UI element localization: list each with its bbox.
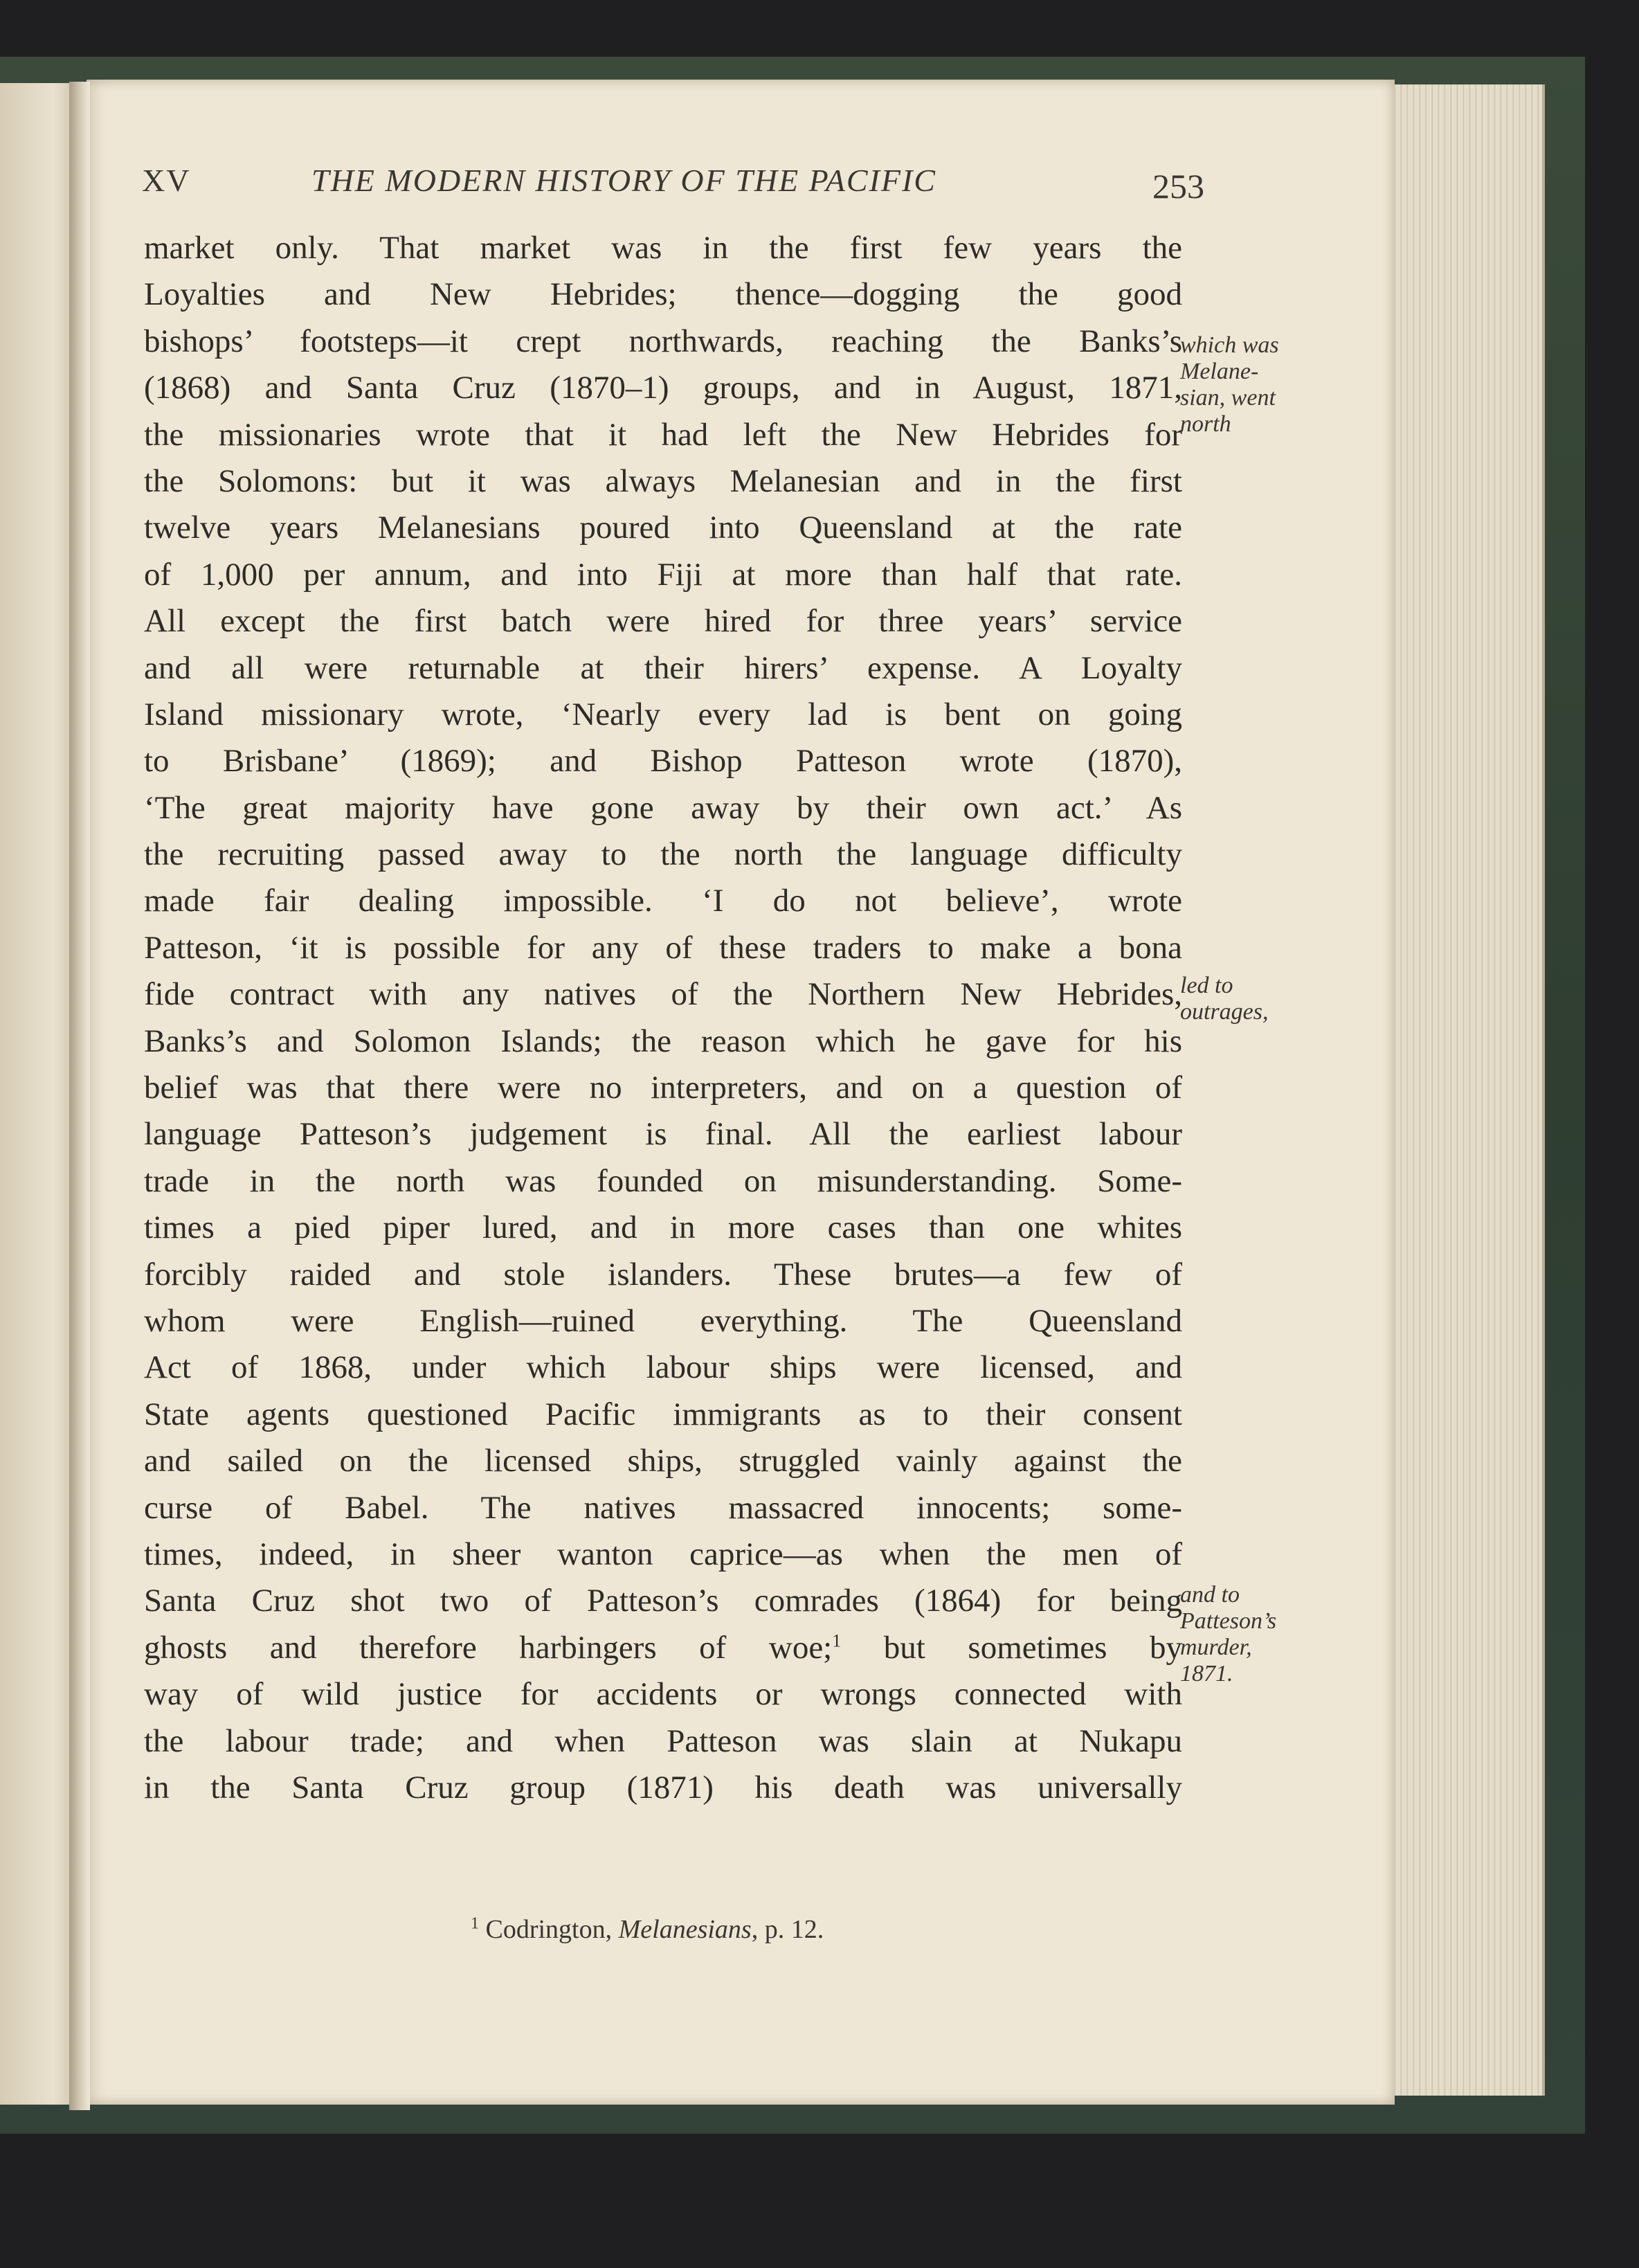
text-line: whom were English—ruined everything. The Queensland	[144, 1302, 1182, 1339]
page-number: 253	[1152, 167, 1204, 206]
text-line: ‘The great majority have gone away by their own act.’ As	[144, 789, 1182, 826]
side-note-line: 1871.	[1180, 1661, 1233, 1686]
text-line: the recruiting passed away to the north the language difficulty	[144, 836, 1182, 873]
text-line: Island missionary wrote, ‘Nearly every lad is bent on going	[144, 696, 1182, 732]
text-line: Santa Cruz shot two of Patteson’s comrades (1864) for being	[144, 1583, 1182, 1619]
side-note-and-to	[1180, 1582, 1319, 1687]
text-line: in the Santa Cruz group (1871) his death was universally	[144, 1769, 1182, 1806]
footnote-reference: 1	[832, 1630, 842, 1651]
text-line: All except the first batch were hired for three years’ service	[144, 603, 1182, 640]
previous-page-edge	[0, 83, 76, 2105]
text-segment: but sometimes by	[841, 1629, 1182, 1666]
side-note-line: sian, went	[1180, 385, 1276, 411]
side-note-line: Patteson’s	[1180, 1608, 1277, 1634]
text-segment: ghosts and therefore harbingers of woe;	[144, 1629, 833, 1666]
chapter-number: XV	[142, 163, 191, 198]
side-note-which-was	[1180, 332, 1319, 438]
text-line: to Brisbane’ (1869); and Bishop Patteson wrote (1870),	[144, 743, 1182, 780]
side-note-line: led to	[1180, 973, 1233, 998]
side-note-line: Melane-	[1180, 359, 1259, 384]
text-line: Act of 1868, under which labour ships were licensed, and	[144, 1349, 1182, 1386]
side-note-line: outrages,	[1180, 999, 1269, 1025]
text-line: (1868) and Santa Cruz (1870–1) groups, and in August, 1871,	[144, 370, 1182, 406]
text-line: fide contract with any natives of the Northern New Hebrides,	[144, 976, 1182, 1013]
footnote-book-title: Melanesians	[618, 1915, 752, 1944]
text-line: times, indeed, in sheer wanton caprice—as when the men of	[144, 1536, 1182, 1572]
footnote-marker: 1	[471, 1914, 479, 1933]
text-line: twelve years Melanesians poured into Queensland at the rate	[144, 510, 1182, 546]
running-head	[142, 162, 1204, 206]
side-note-line: north	[1180, 411, 1231, 437]
text-line: Loyalties and New Hebrides; thence—dogging the good	[144, 276, 1182, 313]
text-line: trade in the north was founded on misunderstanding. Some-	[144, 1162, 1182, 1199]
text-line: language Patteson’s judgement is final. All the earliest labour	[144, 1116, 1182, 1153]
text-line: times a pied piper lured, and in more cases than one whites	[144, 1209, 1182, 1246]
text-line: forcibly raided and stole islanders. These brutes—a few of	[144, 1256, 1182, 1293]
side-note-line: and to	[1180, 1582, 1240, 1608]
footnote-text: , p. 12.	[751, 1915, 824, 1944]
text-line: of 1,000 per annum, and into Fiji at more than half that rate.	[144, 556, 1182, 593]
text-line: and sailed on the licensed ships, struggled vainly against the	[144, 1443, 1182, 1479]
text-line: curse of Babel. The natives massacred innocents; some-	[144, 1489, 1182, 1526]
page-stack-edge	[1384, 84, 1545, 2096]
book-gutter	[69, 82, 90, 2110]
body-text	[144, 225, 1182, 1811]
text-line: bishops’ footsteps—it crept northwards, reaching the Banks’s	[144, 323, 1182, 359]
side-note-line: murder,	[1180, 1635, 1252, 1660]
text-line: the missionaries wrote that it had left the New Hebrides for	[144, 416, 1182, 453]
text-line-with-footnote	[144, 1625, 1182, 1671]
text-line: and all were returnable at their hirers’ expense. A Loyalty	[144, 649, 1182, 686]
text-line: the labour trade; and when Patteson was slain at Nukapu	[144, 1722, 1182, 1759]
running-title: THE MODERN HISTORY OF THE PACIFIC	[311, 163, 936, 198]
text-line: the Solomons: but it was always Melanesian and in the first	[144, 462, 1182, 499]
text-line: way of wild justice for accidents or wrongs connected with	[144, 1676, 1182, 1713]
footnote	[471, 1914, 824, 1945]
footnote-text: Codrington,	[479, 1915, 619, 1944]
text-line: made fair dealing impossible. ‘I do not believe’, wrote	[144, 883, 1182, 919]
side-note-led-to	[1180, 973, 1319, 1025]
side-note-line: which was	[1180, 332, 1279, 358]
text-line: belief was that there were no interpreters, and on a question of	[144, 1070, 1182, 1106]
text-line: Patteson, ‘it is possible for any of these traders to make a bona	[144, 929, 1182, 966]
text-line: market only. That market was in the first few years the	[144, 230, 1182, 266]
text-line: Banks’s and Solomon Islands; the reason which he gave for his	[144, 1023, 1182, 1059]
text-line: State agents questioned Pacific immigrants as to their consent	[144, 1396, 1182, 1432]
